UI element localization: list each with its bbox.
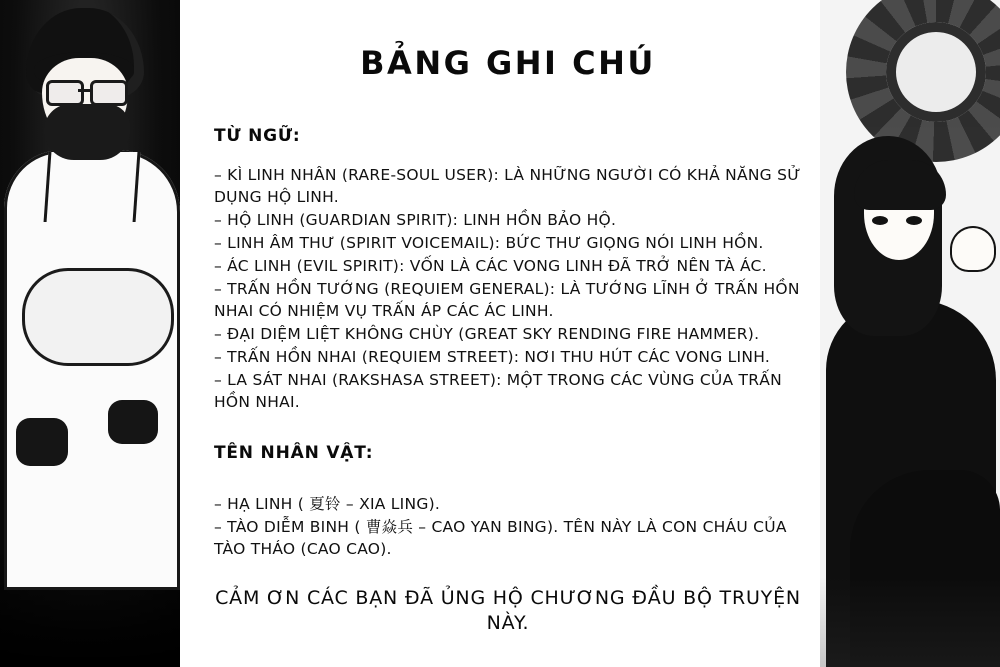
- left-illustration-panel: [0, 0, 180, 667]
- boy-right-cuff: [108, 400, 158, 444]
- closing-message: CẢM ƠN CÁC BẠN ĐÃ ỦNG HỘ CHƯƠNG ĐẦU BỘ TRUYỆN NÀY.: [215, 587, 801, 634]
- terms-list: [214, 164, 802, 413]
- girl-right-eye: [906, 216, 922, 225]
- girl-hand: [950, 226, 996, 272]
- girl-bangs: [854, 160, 946, 210]
- list-item: – LA SÁT NHAI (RAKSHASA STREET): MỘT TRONG CÁC VÙNG CỦA TRẤN HỒN NHAI.: [214, 371, 782, 411]
- section-heading-character-names: TÊN NHÂN VẬT:: [214, 443, 374, 463]
- list-item: – ÁC LINH (EVIL SPIRIT): VỐN LÀ CÁC VONG LINH ĐÃ TRỞ NÊN TÀ ÁC.: [214, 257, 767, 275]
- list-item: – TÀO DIỄM BINH ( 曹焱兵 – CAO YAN BING). TÊN NÀY LÀ CON CHÁU CỦA TÀO THÁO (CAO CAO).: [214, 518, 787, 558]
- list-item: – KÌ LINH NHÂN (RARE-SOUL USER): LÀ NHỮNG NGƯỜI CÓ KHẢ NĂNG SỬ DỤNG HỘ LINH.: [214, 166, 801, 206]
- list-item: – TRẤN HỒN TƯỚNG (REQUIEM GENERAL): LÀ TƯỚNG LĨNH Ở TRẤN HỒN NHAI CÓ NHIỆM VỤ TRẤN ÁP CÁC ÁC LINH.: [214, 280, 800, 320]
- section-heading-terms: TỪ NGỮ:: [214, 126, 301, 146]
- girl-left-eye: [872, 216, 888, 225]
- right-panel-shadow: [820, 577, 1000, 667]
- notes-content-inner: [214, 0, 802, 667]
- page-title: BẢNG GHI CHÚ: [360, 44, 656, 82]
- boy-face-mask: [44, 104, 130, 160]
- list-item: – ĐẠI DIỆM LIỆT KHÔNG CHÙY (GREAT SKY RENDING FIRE HAMMER).: [214, 325, 760, 343]
- boy-collar: [44, 152, 141, 222]
- boy-arms: [22, 268, 174, 366]
- list-item: – LINH ÂM THƯ (SPIRIT VOICEMAIL): BỨC THƯ GIỌNG NÓI LINH HỒN.: [214, 234, 764, 252]
- list-item: – HẠ LINH ( 夏铃 – XIA LING).: [214, 495, 441, 513]
- dragon-circle-emblem-icon: [846, 0, 1000, 162]
- character-names-list: [214, 493, 802, 560]
- right-illustration-panel: [820, 0, 1000, 667]
- glasses-right-lens: [90, 80, 128, 106]
- list-item: – HỘ LINH (GUARDIAN SPIRIT): LINH HỒN BẢO HỘ.: [214, 211, 617, 229]
- notes-content-panel: [180, 0, 820, 667]
- boy-left-cuff: [16, 418, 68, 466]
- glasses-left-lens: [46, 80, 84, 106]
- list-item: – TRẤN HỒN NHAI (REQUIEM STREET): NƠI THU HÚT CÁC VONG LINH.: [214, 348, 771, 366]
- glasses-icon: [44, 80, 128, 102]
